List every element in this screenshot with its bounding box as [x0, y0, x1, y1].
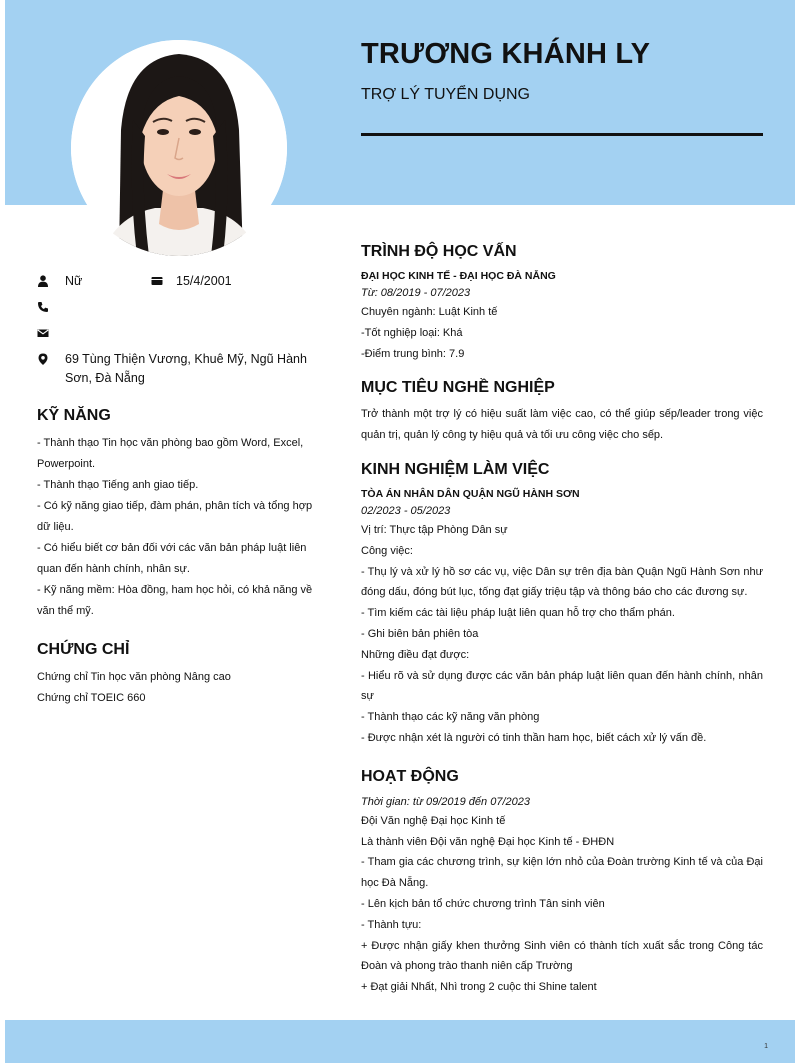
- certificates-heading: CHỨNG CHỈ: [37, 641, 130, 658]
- page-number: 1: [764, 1043, 768, 1050]
- map-pin-icon: [37, 353, 49, 365]
- activity-line: + Được nhận giấy khen thưởng Sinh viên có thành tích xuất sắc trong Công tác Đoàn và phong trào thanh niên cấp Trường: [361, 939, 763, 973]
- right-column: [361, 242, 763, 1012]
- experience-line: - Tìm kiếm các tài liệu pháp luật liên quan hỗ trợ cho thẩm phán.: [361, 607, 675, 620]
- skill-item: - Thành thạo Tin học văn phòng bao gồm Word, Excel, Powerpoint.: [37, 437, 304, 470]
- education-line: -Điểm trung bình: 7.9: [361, 347, 465, 360]
- header-divider: [361, 133, 763, 136]
- experience-line: - Được nhận xét là người có tinh thần ham học, biết cách xử lý vấn đề.: [361, 731, 707, 744]
- activity-line: Đội Văn nghệ Đại học Kinh tế: [361, 814, 506, 827]
- experience-line: Công việc:: [361, 544, 413, 557]
- activity-line: - Tham gia các chương trình, sự kiện lớn nhỏ của Đoàn trường Kinh tế và của Đại học Đà Nẵng.: [361, 856, 763, 890]
- profile-photo: [71, 40, 287, 256]
- school-name: ĐẠI HỌC KINH TẾ - ĐẠI HỌC ĐÀ NẴNG: [361, 270, 556, 282]
- left-column: [37, 272, 314, 709]
- info-row-gender-birthday: [37, 272, 314, 292]
- experience-heading: KINH NGHIỆM LÀM VIỆC: [361, 460, 550, 478]
- info-row-phone: [37, 298, 314, 318]
- activity-line: - Lên kịch bản tổ chức chương trình Tân sinh viên: [361, 897, 605, 910]
- user-icon: [37, 275, 49, 287]
- activity-line: - Thành tựu:: [361, 918, 422, 931]
- birthday-value: 15/4/2001: [176, 274, 232, 288]
- objective-section: [361, 378, 763, 446]
- objective-text: Trở thành một trợ lý có hiệu suất làm việc cao, có thể giúp sếp/leader trong việc quản trị, quản lý công ty hiệu quả và tối ưu công việc cho sếp.: [361, 408, 763, 442]
- skill-item: - Có hiểu biết cơ bản đối với các văn bản pháp luật liên quan đến hành chính, nhân sự.: [37, 542, 307, 575]
- experience-line: - Ghi biên bản phiên tòa: [361, 627, 479, 640]
- education-section: [361, 242, 763, 364]
- activities-heading: HOẠT ĐỘNG: [361, 767, 459, 785]
- experience-line: - Thụ lý và xử lý hồ sơ các vụ, việc Dân sự trên địa bàn Quận Ngũ Hành Sơn như đóng dấu, đóng bút lục, tống đạt giấy triệu tập và thông báo cho các đương sự.: [361, 565, 763, 599]
- skills-heading: KỸ NĂNG: [37, 407, 111, 424]
- mail-icon: [37, 327, 49, 339]
- address-value: 69 Tùng Thiện Vương, Khuê Mỹ, Ngũ Hành Sơn, Đà Nẵng: [65, 352, 307, 385]
- skills-section: [37, 406, 314, 622]
- experience-line: - Thành thạo các kỹ năng văn phòng: [361, 711, 540, 724]
- calendar-icon: [151, 275, 163, 287]
- address-row: [37, 350, 314, 388]
- phone-icon: [37, 301, 49, 313]
- objective-heading: MỤC TIÊU NGHỀ NGHIỆP: [361, 379, 555, 397]
- experience-line: Vị trí: Thực tập Phòng Dân sự: [361, 523, 508, 536]
- activities-section: [361, 767, 763, 998]
- info-row-email: [37, 324, 314, 344]
- education-heading: TRÌNH ĐỘ HỌC VẤN: [361, 243, 517, 260]
- skill-item: - Kỹ năng mềm: Hòa đồng, ham học hỏi, có khả năng về văn thể mỹ.: [37, 584, 313, 617]
- education-period: Từ: 08/2019 - 07/2023: [361, 287, 471, 299]
- experience-period: 02/2023 - 05/2023: [361, 504, 451, 517]
- certificates-section: [37, 640, 314, 709]
- gender-value: Nữ: [65, 274, 83, 288]
- candidate-name: TRƯƠNG KHÁNH LY: [361, 38, 651, 70]
- skill-item: - Thành thạo Tiếng anh giao tiếp.: [37, 479, 199, 491]
- activities-period: Thời gian: từ 09/2019 đến 07/2023: [361, 795, 530, 808]
- experience-line: - Hiểu rõ và sử dụng được các văn bản pháp luật liên quan đến hành chính, nhân sự: [361, 669, 763, 703]
- experience-section: [361, 460, 763, 749]
- footer-band: [5, 1020, 795, 1063]
- experience-line: Những điều đạt được:: [361, 648, 470, 661]
- education-line: Chuyên ngành: Luật Kinh tế: [361, 306, 498, 318]
- activity-line: + Đạt giải Nhất, Nhì trong 2 cuộc thi Shine talent: [361, 981, 597, 994]
- certificate-item: Chứng chỉ Tin học văn phòng Nâng cao: [37, 671, 231, 683]
- activity-line: Là thành viên Đội văn nghệ Đại học Kinh tế - ĐHĐN: [361, 835, 615, 848]
- education-line: -Tốt nghiệp loại: Khá: [361, 326, 463, 339]
- certificate-item: Chứng chỉ TOEIC 660: [37, 692, 146, 704]
- job-title: TRỢ LÝ TUYỂN DỤNG: [361, 86, 530, 103]
- skill-item: - Có kỹ năng giao tiếp, đàm phán, phân tích và tổng hợp dữ liệu.: [37, 500, 313, 533]
- employer-name: TÒA ÁN NHÂN DÂN QUẬN NGŨ HÀNH SƠN: [361, 487, 580, 500]
